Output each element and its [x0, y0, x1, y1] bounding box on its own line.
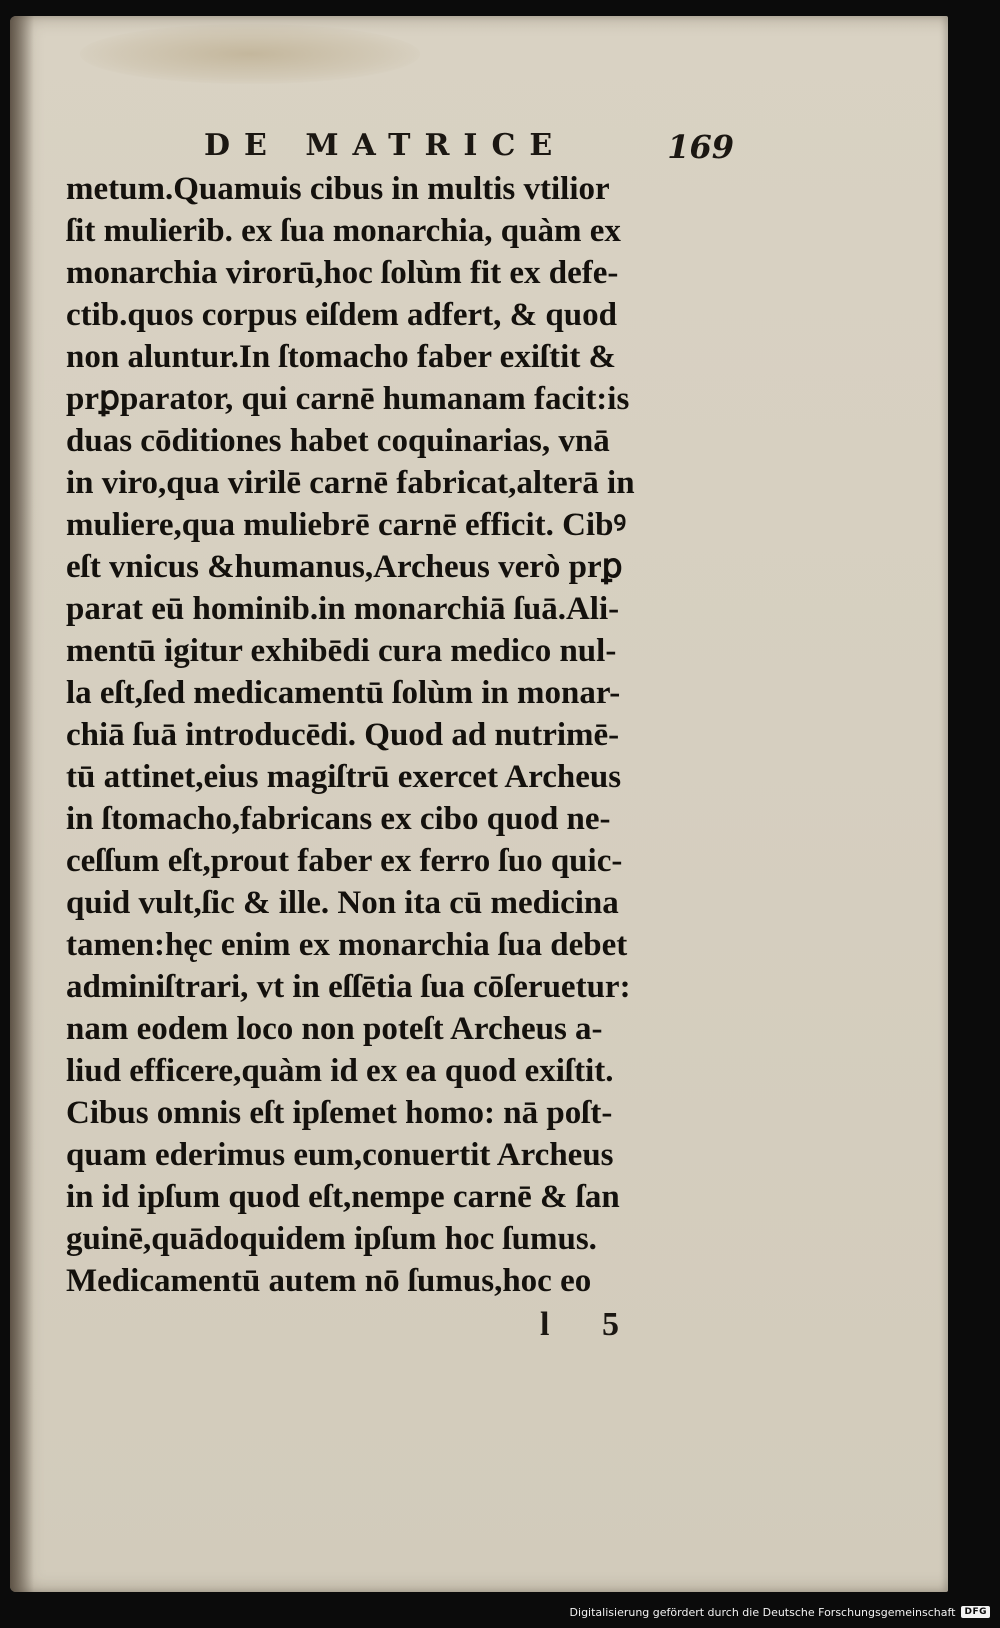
text-line: tamen:hęc enim ex monarchia ſua debet [66, 927, 628, 963]
text-line: la eſt,ſed medicamentū ſolùm in monar- [66, 675, 621, 711]
text-line: in ſtomacho,fabricans ex cibo quod ne- [66, 801, 611, 837]
text-line: in viro,qua virilē carnē fabricat,alterā in [66, 465, 635, 501]
text-line: ſit mulierib. ex ſua monarchia, quàm ex [66, 213, 621, 249]
binding-shadow [10, 16, 34, 1592]
text-line: Cibus omnis eſt ipſemet homo: nā poſt- [66, 1095, 613, 1131]
text-line: nam eodem loco non poteſt Archeus a- [66, 1011, 603, 1047]
text-line: duas cōditiones habet coquinarias, vnā [66, 423, 610, 459]
text-line: quid vult,ſic & ille. Non ita cū medicina [66, 885, 619, 921]
footer-credit: Digitalisierung gefördert durch die Deutsche Forschungsgemeinschaft [569, 1605, 956, 1619]
text-line: non aluntur.In ſtomacho faber exiſtit & [66, 339, 617, 375]
text-line: eſt vnicus &humanus,Archeus verò prꝑ [66, 549, 623, 585]
text-line: ctib.quos corpus eiſdem adfert, & quod [66, 297, 617, 333]
page-number: 169 [667, 128, 734, 166]
text-line: tū attinet,eius magiſtrū exercet Archeus [66, 759, 622, 795]
text-line: adminiſtrari, vt in eſſētia ſua cōſeruetur: [66, 969, 631, 1005]
text-line: mentū igitur exhibēdi cura medico nul- [66, 633, 617, 669]
text-line: chiā ſuā introducēdi. Quod ad nutrimē- [66, 717, 620, 753]
digitization-footer [570, 1602, 990, 1622]
running-head [204, 128, 744, 168]
text-line: monarchia virorū,hoc ſolùm fit ex defe- [66, 255, 619, 291]
text-line: quam ederimus eum,conuertit Archeus [66, 1137, 614, 1173]
text-line: guinē,quādoquidem ipſum hoc ſumus. [66, 1221, 597, 1257]
text-line: metum.Quamuis cibus in multis vtilior [66, 171, 610, 207]
running-title: DE MATRICE [204, 128, 567, 163]
text-line: in id ipſum quod eſt,nempe carnē & ſan [66, 1179, 620, 1215]
text-line: ceſſum eſt,prout faber ex ferro ſuo quic- [66, 843, 623, 879]
dfg-logo: DFG [961, 1606, 990, 1618]
signature-mark: l 5 [540, 1306, 641, 1343]
text-line: liud efficere,quàm id ex ea quod exiſtit. [66, 1053, 614, 1089]
text-line: prꝑparator, qui carnē humanam facit:is [66, 381, 630, 417]
text-line: parat eū hominib.in monarchiā ſuā.Ali- [66, 591, 620, 627]
text-line: muliere,qua muliebrē carnē efficit. Cibꝰ [66, 507, 627, 543]
text-line: Medicamentū autem nō ſumus,hoc eo [66, 1263, 592, 1299]
body-text [66, 168, 746, 1302]
water-stain [80, 24, 420, 84]
